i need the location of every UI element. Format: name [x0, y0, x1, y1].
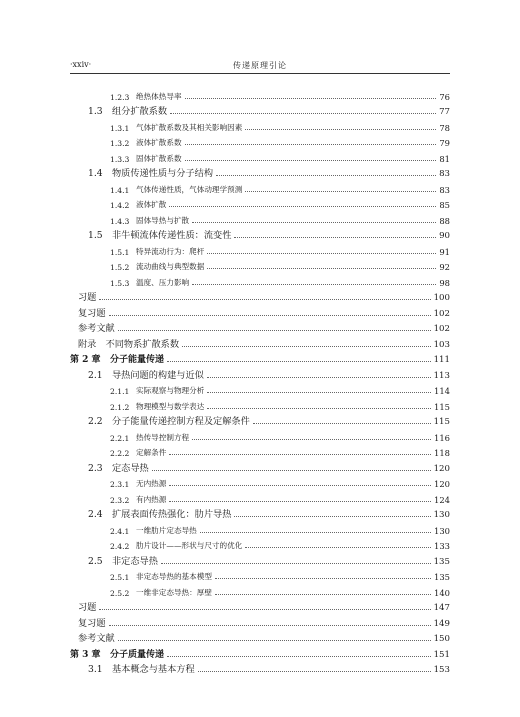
toc-entry — [70, 536, 450, 552]
toc-entry-number: 1.4.1 — [110, 185, 130, 195]
toc-entry — [70, 582, 450, 598]
toc-entry-title: 参考文献 — [78, 323, 115, 334]
toc-entry-number: 1.2.3 — [110, 92, 130, 102]
toc-entry-label — [88, 506, 231, 520]
toc-entry-title: 热传导控制方程 — [136, 432, 190, 442]
toc-page-number: 147 — [433, 603, 450, 613]
dot-leader — [245, 129, 436, 130]
running-title: 传递原理引论 — [233, 61, 287, 70]
toc-entry-number: 1.4.3 — [110, 216, 130, 226]
toc-entry-title: 绝热体热导率 — [136, 91, 182, 101]
toc-entry — [70, 241, 450, 257]
toc-entry-label — [78, 305, 106, 319]
toc-entry-label — [110, 494, 166, 505]
toc-entry-number: 2.4.2 — [110, 542, 130, 551]
toc-entry — [70, 288, 450, 304]
toc-page-number: 83 — [439, 169, 450, 179]
toc-entry-title: 定态导热 — [112, 462, 149, 474]
toc-chapter-entry — [70, 644, 450, 660]
toc-entry-title: 有内热源 — [136, 494, 167, 504]
toc-entry — [70, 179, 450, 195]
dot-leader — [169, 485, 431, 486]
toc-page-number: 92 — [439, 262, 450, 272]
dot-leader — [185, 160, 437, 161]
toc-entry — [70, 195, 450, 211]
toc-page-number: 151 — [433, 649, 450, 660]
toc-entry — [70, 629, 450, 645]
toc-entry-title: 非定态导热的基本模型 — [136, 572, 212, 581]
dot-leader — [215, 594, 431, 595]
toc-entry-label — [110, 122, 242, 133]
toc-page-number: 77 — [439, 107, 450, 117]
toc-entry — [70, 396, 450, 412]
dot-leader — [234, 516, 430, 517]
dot-leader — [198, 671, 431, 672]
toc-entry — [70, 272, 450, 288]
toc-entry — [70, 365, 450, 381]
toc-entry-title: 分子能量传递控制方程及定解条件 — [112, 416, 250, 427]
dot-leader — [169, 501, 431, 502]
toc-page-number: 120 — [434, 479, 450, 489]
toc-entry — [70, 117, 450, 133]
toc-entry — [70, 319, 450, 335]
toc-entry-number: 2.1 — [88, 369, 103, 381]
dot-leader — [207, 408, 431, 409]
toc-page-number: 130 — [434, 525, 450, 536]
toc-entry — [70, 381, 450, 397]
toc-entry-label — [110, 447, 166, 458]
dot-leader — [253, 423, 431, 424]
toc-entry-label — [110, 277, 189, 288]
toc-entry-label — [110, 184, 242, 195]
toc-entry-label — [110, 432, 189, 443]
toc-page-number: 103 — [433, 339, 450, 350]
toc-entry-title: 非牛顿流体传递性质：流变性 — [112, 230, 232, 241]
toc-entry-number: 1.5.3 — [110, 278, 130, 288]
toc-entry-title: 分子质量传递 — [110, 649, 165, 660]
toc-entry-number: 2.1.2 — [110, 402, 130, 412]
toc-page-number: 83 — [439, 184, 450, 195]
toc-entry — [70, 257, 450, 273]
toc-entry-label — [88, 413, 250, 427]
dot-leader — [215, 578, 431, 579]
dot-leader — [109, 315, 431, 316]
dot-leader — [167, 361, 431, 362]
dot-leader — [118, 330, 431, 331]
toc-entry-label — [110, 540, 242, 551]
toc-entry-label — [110, 587, 212, 598]
toc-entry-number: 2.5.1 — [110, 573, 130, 582]
toc-entry-label — [110, 478, 166, 489]
toc-entry — [70, 505, 450, 521]
dot-leader — [118, 640, 431, 641]
toc-entry — [70, 551, 450, 567]
toc-page-number: 78 — [439, 122, 450, 133]
dot-leader — [245, 547, 431, 548]
toc-entry-number: 1.3.1 — [110, 123, 130, 133]
toc-page-number: 130 — [433, 510, 450, 520]
toc-page-number: 98 — [439, 277, 450, 288]
toc-entry-label — [110, 571, 212, 582]
toc-page-number: 153 — [433, 665, 450, 675]
dot-leader — [192, 222, 436, 223]
toc-entry-title: 习题 — [78, 292, 97, 303]
toc-entry-number: 2.3 — [88, 462, 103, 474]
toc-page-number: 88 — [439, 215, 450, 226]
toc-entry-number: 1.5 — [88, 230, 103, 241]
dot-leader — [109, 625, 431, 626]
toc-entry-label — [110, 385, 204, 396]
toc-entry-title: 液体扩散 — [136, 200, 167, 209]
toc-entry-title: 固体扩散系数 — [136, 153, 182, 163]
toc-entry — [70, 489, 450, 505]
toc-entry — [70, 567, 450, 583]
toc-entry-title: 液体扩散系数 — [136, 138, 182, 147]
toc-entry-title: 分子能量传递 — [110, 355, 165, 365]
toc-entry-label — [88, 460, 149, 474]
toc-entry — [70, 303, 450, 319]
toc-page-number: 149 — [433, 618, 450, 629]
toc-entry-title: 组分扩散系数 — [112, 106, 168, 117]
dot-leader — [99, 609, 430, 610]
toc-entry-title: 物质传递性质与分子结构 — [112, 168, 214, 179]
dot-leader — [169, 206, 436, 207]
toc-chapter-entry — [70, 350, 450, 366]
toc-page-number: 124 — [434, 494, 450, 505]
toc-entry-number: 第 3 章 — [70, 649, 101, 660]
toc-entry-title: 导热问题的构建与近似 — [112, 369, 204, 381]
dot-leader — [192, 284, 436, 285]
toc-entry-label — [110, 401, 204, 412]
toc-entry — [70, 412, 450, 428]
toc-page-number: 100 — [433, 293, 450, 303]
toc-entry — [70, 86, 450, 102]
toc-page-number: 113 — [433, 370, 450, 381]
toc-entry — [70, 458, 450, 474]
page-number-label: ·xxiv· — [70, 60, 92, 69]
toc-entry-label — [110, 199, 166, 210]
dot-leader — [234, 237, 436, 238]
toc-entry — [70, 427, 450, 443]
dot-leader — [200, 532, 431, 533]
toc-entry-title: 温度、压力影响 — [136, 277, 190, 287]
toc-page-number: 91 — [439, 246, 450, 257]
toc-entry — [70, 102, 450, 118]
toc-entry-title: 流动曲线与典型数据 — [136, 262, 205, 271]
toc-entry-title: 特异流动行为：爬杆 — [136, 246, 205, 256]
dot-leader — [99, 299, 430, 300]
toc-entry-title: 实际观察与物理分析 — [136, 386, 205, 395]
toc-entry-label — [88, 165, 213, 179]
toc-entry — [70, 474, 450, 490]
toc-page-number: 133 — [434, 541, 450, 551]
toc-entry-label — [88, 227, 231, 241]
toc-page-number: 116 — [434, 432, 450, 443]
toc-entry-number: 2.3.1 — [110, 480, 130, 489]
toc-entry-label — [78, 630, 115, 644]
dot-leader — [216, 175, 436, 176]
toc-page-number: 111 — [433, 355, 450, 365]
toc-entry-label — [110, 137, 182, 148]
toc-entry-title: 非定态导热 — [112, 555, 158, 567]
table-of-contents — [70, 86, 450, 675]
toc-entry-label — [88, 553, 158, 567]
toc-entry-label — [110, 215, 189, 226]
toc-entry — [70, 613, 450, 629]
toc-entry-title: 习题 — [78, 602, 97, 613]
toc-entry-label — [78, 289, 96, 303]
toc-entry-number: 1.3.3 — [110, 154, 130, 164]
toc-entry — [70, 164, 450, 180]
toc-entry-title: 基本概念与基本方程 — [112, 664, 195, 675]
toc-entry-title: 参考文献 — [78, 633, 115, 644]
toc-entry — [70, 210, 450, 226]
toc-entry-title: 固体导热与扩散 — [136, 215, 190, 225]
toc-entry-number: 2.4 — [88, 509, 103, 520]
toc-page-number: 118 — [434, 448, 450, 458]
toc-page-number: 140 — [434, 587, 450, 598]
dot-leader — [182, 346, 431, 347]
toc-entry-title: 复习题 — [78, 617, 106, 629]
toc-page-number: 135 — [434, 572, 450, 582]
toc-entry — [70, 148, 450, 164]
dot-leader — [192, 439, 431, 440]
toc-entry-label — [110, 525, 197, 536]
toc-entry-label — [78, 320, 115, 334]
toc-page-number: 79 — [439, 138, 450, 148]
toc-entry-label — [110, 91, 182, 102]
toc-entry — [70, 660, 450, 676]
toc-entry-label — [110, 261, 204, 272]
toc-entry — [70, 598, 450, 614]
toc-entry-title: 无内热源 — [136, 479, 167, 488]
toc-entry-label — [78, 599, 96, 613]
toc-entry-label — [70, 352, 164, 365]
toc-entry — [70, 520, 450, 536]
toc-entry-number: 第 2 章 — [70, 355, 101, 365]
toc-entry-number: 2.1.1 — [110, 387, 130, 396]
toc-entry-title: 一维肋片定态导热 — [136, 525, 197, 535]
toc-entry-number: 2.2.2 — [110, 449, 130, 458]
toc-page-number: 115 — [434, 401, 450, 412]
toc-entry-label — [88, 367, 204, 381]
toc-page-number: 120 — [433, 463, 450, 474]
dot-leader — [161, 563, 431, 564]
toc-entry-number: 3.1 — [88, 664, 103, 675]
toc-entry-label — [70, 647, 164, 660]
page-header — [70, 58, 450, 74]
toc-entry-title: 定解条件 — [136, 448, 167, 457]
toc-entry-number: 2.2 — [88, 416, 103, 427]
toc-page-number: 81 — [439, 153, 450, 164]
dot-leader — [207, 268, 436, 269]
toc-entry-number: 1.4.2 — [110, 201, 130, 210]
toc-entry-title: 肋片设计——形状与尺寸的优化 — [136, 541, 243, 550]
toc-entry-title: 扩展表面传热强化：肋片导热 — [112, 509, 232, 520]
toc-page-number: 102 — [433, 308, 450, 319]
dot-leader — [207, 392, 431, 393]
toc-entry-number: 2.2.1 — [110, 433, 130, 443]
toc-entry-label — [88, 103, 167, 117]
toc-entry-title: 气体传递性质，气体动理学预测 — [136, 184, 243, 194]
toc-entry-number: 1.3 — [88, 106, 103, 117]
toc-page-number: 85 — [439, 200, 450, 210]
header-rule — [70, 73, 450, 74]
toc-entry — [70, 226, 450, 242]
toc-entry-number: 1.4 — [88, 168, 103, 179]
toc-page-number: 90 — [439, 231, 450, 241]
dot-leader — [185, 144, 437, 145]
toc-page-number: 76 — [439, 91, 450, 102]
toc-entry-label — [78, 615, 106, 629]
dot-leader — [185, 98, 437, 99]
toc-entry-number: 2.4.1 — [110, 526, 130, 536]
toc-entry-number: 2.5 — [88, 555, 103, 567]
toc-entry-number: 2.5.2 — [110, 588, 130, 598]
toc-entry-label — [78, 336, 179, 350]
toc-entry-title: 复习题 — [78, 307, 106, 319]
toc-entry-label — [110, 246, 204, 257]
dot-leader — [245, 191, 436, 192]
toc-entry-label — [88, 661, 195, 675]
toc-page-number: 114 — [434, 386, 450, 396]
toc-page-number: 135 — [433, 556, 450, 567]
toc-entry-title: 气体扩散系数及其相关影响因素 — [136, 122, 243, 132]
dot-leader — [207, 253, 436, 254]
dot-leader — [167, 656, 431, 657]
toc-entry — [70, 334, 450, 350]
dot-leader — [169, 454, 431, 455]
toc-page-number: 102 — [433, 324, 450, 334]
dot-leader — [170, 113, 436, 114]
toc-entry-label — [110, 153, 182, 164]
toc-page-number: 150 — [433, 634, 450, 644]
toc-page-number: 115 — [433, 417, 450, 427]
toc-entry-number: 2.3.2 — [110, 495, 130, 505]
toc-entry-title: 一维非定态导热：厚壁 — [136, 587, 212, 597]
toc-entry-number: 1.5.2 — [110, 263, 130, 272]
toc-entry-title: 物理模型与数学表达 — [136, 401, 205, 411]
dot-leader — [207, 377, 431, 378]
toc-entry — [70, 443, 450, 459]
toc-entry-title: 附录 不同物系扩散系数 — [78, 338, 180, 350]
toc-entry — [70, 133, 450, 149]
toc-entry-number: 1.3.2 — [110, 139, 130, 148]
dot-leader — [152, 470, 431, 471]
toc-entry-number: 1.5.1 — [110, 247, 130, 257]
